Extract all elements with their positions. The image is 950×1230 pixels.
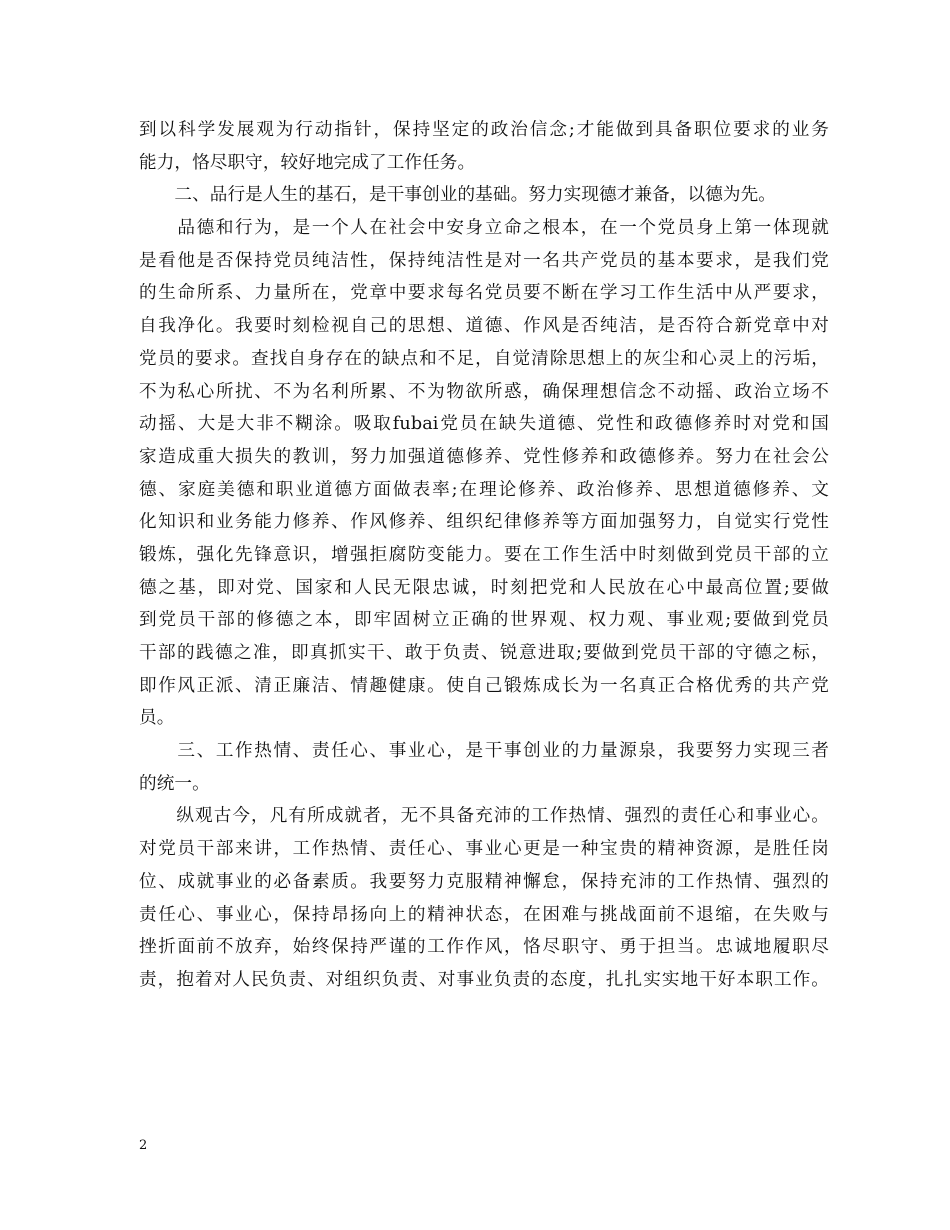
text-line: 是看他是否保持党员纯洁性，保持纯洁性是对一名共产党员的基本要求，是我们党 [139,250,829,271]
text-line: 责，抱着对人民负责、对组织负责、对事业负责的态度，扎扎实实地干好本职工作。 [139,969,829,990]
section-heading: 的统一。 [139,773,210,794]
text-line: 对党员干部来讲，工作热情、责任心、事业心更是一种宝贵的精神资源，是胜任岗 [139,839,829,860]
text-line: 德、家庭美德和职业道德方面做表率;在理论修养、政治修养、思想道德修养、文 [139,479,829,500]
text-line: 品德和行为，是一个人在社会中安身立命之根本，在一个党员身上第一体现就 [139,218,829,239]
document-body [139,114,829,997]
text-line: 纵观古今，凡有所成就者，无不具备充沛的工作热情、强烈的责任心和事业心。 [139,806,829,827]
text-line: 能力，恪尽职守，较好地完成了工作任务。 [139,152,476,173]
page-number: 2 [139,1138,148,1153]
text-line: 到党员干部的修德之本，即牢固树立正确的世界观、权力观、事业观;要做到党员 [139,610,829,631]
text-line: 责任心、事业心，保持昂扬向上的精神状态，在困难与挑战面前不退缩，在失败与 [139,904,829,925]
text-line: 到以科学发展观为行动指针，保持坚定的政治信念;才能做到具备职位要求的业务 [139,120,829,140]
text-line: 动摇、大是大非不糊涂。吸取fubai党员在缺失道德、党性和政德修养时对党和国 [139,414,829,435]
section-heading: 三、工作热情、责任心、事业心，是干事创业的力量源泉，我要努力实现三者 [139,741,829,762]
text-line: 家造成重大损失的教训，努力加强道德修养、党性修养和政德修养。努力在社会公 [139,446,829,467]
text-line: 党员的要求。查找自身存在的缺点和不足，自觉清除思想上的灰尘和心灵上的污垢， [139,348,829,369]
text-line: 化知识和业务能力修养、作风修养、组织纪律修养等方面加强努力，自觉实行党性 [139,512,829,533]
text-line: 位、成就事业的必备素质。我要努力克服精神懈怠，保持充沛的工作热情、强烈的 [139,871,829,892]
text-line: 的生命所系、力量所在，党章中要求每名党员要不断在学习工作生活中从严要求， [139,283,829,304]
text-line: 不为私心所扰、不为名利所累、不为物欲所惑，确保理想信念不动摇、政治立场不 [139,381,829,402]
text-line: 挫折面前不放弃，始终保持严谨的工作作风，恪尽职守、勇于担当。忠诚地履职尽 [139,937,829,958]
text-line: 锻炼，强化先锋意识，增强拒腐防变能力。要在工作生活中时刻做到党员干部的立 [139,544,829,565]
text-line: 员。 [139,708,175,729]
text-line: 即作风正派、清正廉洁、情趣健康。使自己锻炼成长为一名真正合格优秀的共产党 [139,675,829,696]
text-line: 干部的践德之准，即真抓实干、敢于负责、锐意进取;要做到党员干部的守德之标， [139,643,829,663]
section-heading: 二、品行是人生的基石，是干事创业的基础。努力实现德才兼备，以德为先。 [139,185,776,206]
text-line: 自我净化。我要时刻检视自己的思想、道德、作风是否纯洁，是否符合新党章中对 [139,316,829,337]
text-line: 德之基，即对党、国家和人民无限忠诚，时刻把党和人民放在心中最高位置;要做 [139,577,829,598]
